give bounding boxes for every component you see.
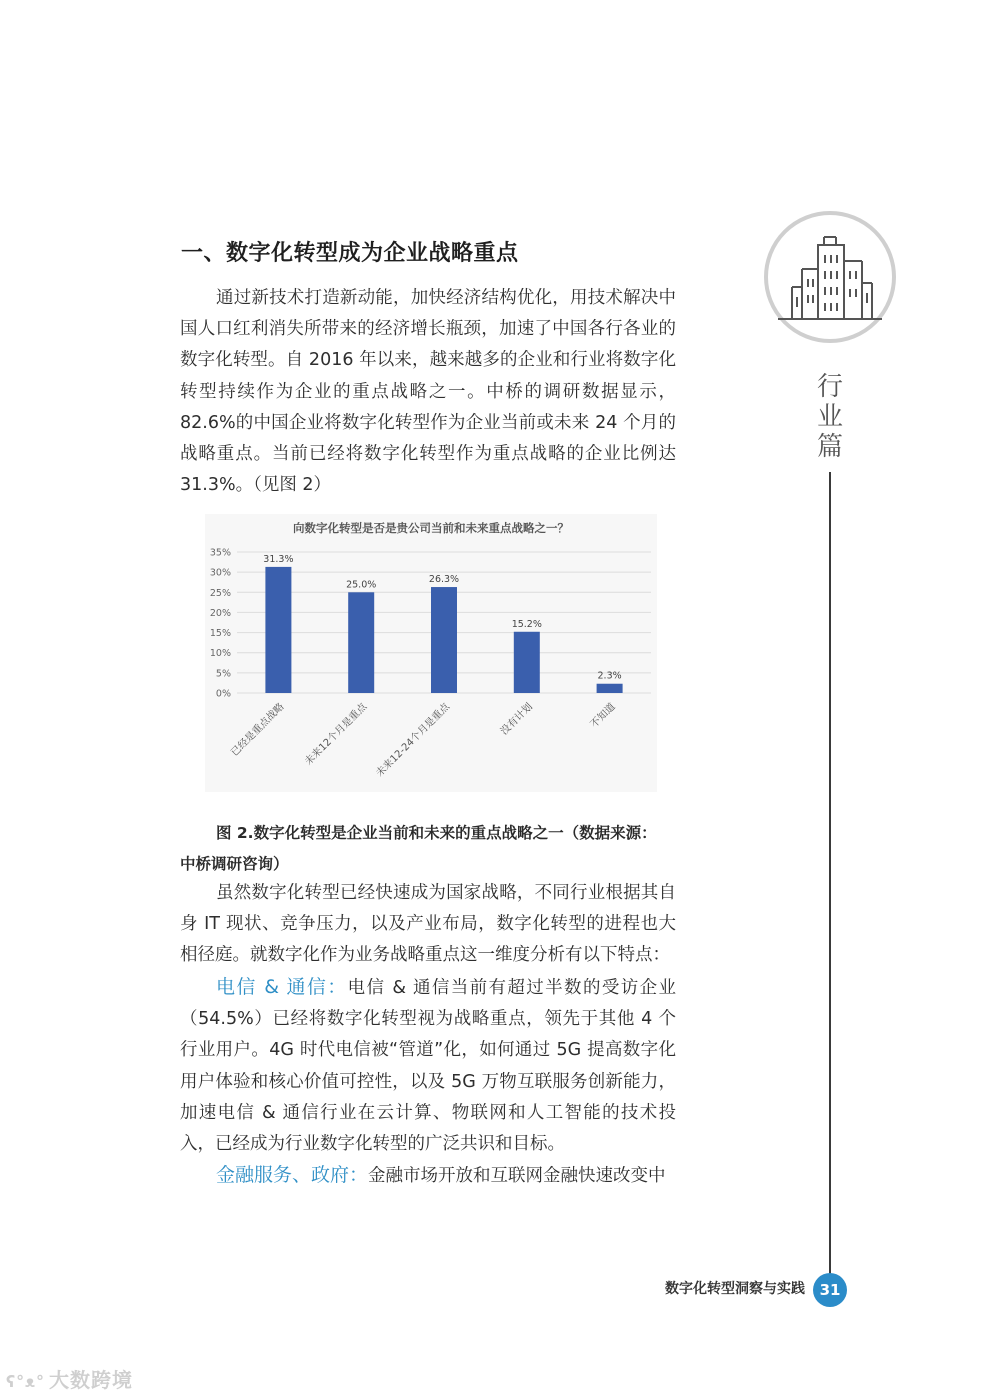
finance-lead: 金融服务、政府： [216,1164,369,1186]
finance-text: 金融市场开放和互联网金融快速改变中 [368,1166,666,1186]
watermark-text: 大数跨境 [49,1368,134,1392]
paragraph-industry-overview [180,878,676,972]
bar-data-label: 25.0% [346,579,377,591]
bar-chart [205,514,657,792]
side-title-char: 篇 [816,432,843,462]
y-tick-label: 5% [215,668,231,680]
side-section-title [813,372,847,462]
chart-bar [514,632,540,693]
page-number-badge: 31 [813,1273,847,1307]
telecom-lead: 电信 & 通信： [216,976,348,998]
side-title-char: 行 [816,372,843,402]
footer-doc-title: 数字化转型洞察与实践 [665,1281,805,1297]
watermark [6,1364,133,1393]
section-heading: 一、数字化转型成为企业战略重点 [181,240,519,266]
chart-svg [205,514,657,792]
vertical-divider [829,472,831,1274]
paragraph-telecom [180,972,676,1160]
chart-bar [431,587,457,693]
y-tick-label: 0% [215,688,231,700]
x-tick-label: 已经是重点战略 [229,701,287,759]
x-tick-label: 未来12-24个月是重点 [374,701,453,780]
bar-data-label: 31.3% [263,553,294,565]
y-tick-label: 15% [209,628,231,640]
paragraph-intro-text: 通过新技术打造新动能，加快经济结构优化，用技术解决中国人口红利消失所带来的经济增长瓶颈，加速了中国各行各业的数字化转型。自 2016 年以来，越来越多的企业和行业将数字化转型持续作为企业的重点战略之一。中桥的调研数据显示，82.6%的中国企业将数字化转型作为企业当前或未来 24 个月的战略重点。当前已经将数字化转型作为重点战略的企业比例达 31.3%。（见图 2） [180,288,676,496]
figure-caption-line2: 中桥调研咨询） [180,855,289,873]
bar-data-label: 15.2% [511,618,542,630]
y-tick-label: 25% [209,587,231,599]
y-tick-label: 35% [209,547,231,559]
brand-icon: ʕ°ᴥ° [6,1372,46,1391]
building-emblem [764,211,896,343]
bar-data-label: 2.3% [597,670,622,682]
side-title-char: 业 [816,402,843,432]
chart-title: 向数字化转型是否是贵公司当前和未来重点战略之一？ [293,521,569,535]
figure-caption-line1: 图 2.数字化转型是企业当前和未来的重点战略之一（数据来源： [216,824,657,842]
x-tick-label: 未来12个月是重点 [303,701,370,768]
y-tick-label: 10% [209,648,231,660]
building-icon [768,215,892,339]
chart-bar [597,684,623,693]
y-tick-label: 30% [209,567,231,579]
paragraph-finance [180,1160,676,1192]
telecom-text: 电信 & 通信当前有超过半数的受访企业（54.5%）已经将数字化转型视为战略重点，领先于其他 4 个行业用户。4G 时代电信被“管道”化，如何通过 5G 提高数字化用户体验和核心价值可控性，以及 5G 万物互联服务创新能力，加速电信 & 通信行业在云计算、物联网和人工智能的技术投入，已经成为行业数字化转型的广泛共识和目标。 [180,978,676,1155]
bar-data-label: 26.3% [428,574,460,586]
x-tick-label: 不知道 [588,701,618,731]
paragraph-industry-overview-text: 虽然数字化转型已经快速成为国家战略，不同行业根据其自身 IT 现状、竞争压力，以及产业布局，数字化转型的进程也大相径庭。就数字化作为业务战略重点这一维度分析有以下特点： [180,883,676,966]
x-tick-label: 没有计划 [498,701,535,738]
chart-bar [348,592,374,693]
figure-caption [180,818,676,880]
y-tick-label: 20% [209,607,231,619]
chart-bar [265,567,291,693]
paragraph-intro [180,283,676,501]
